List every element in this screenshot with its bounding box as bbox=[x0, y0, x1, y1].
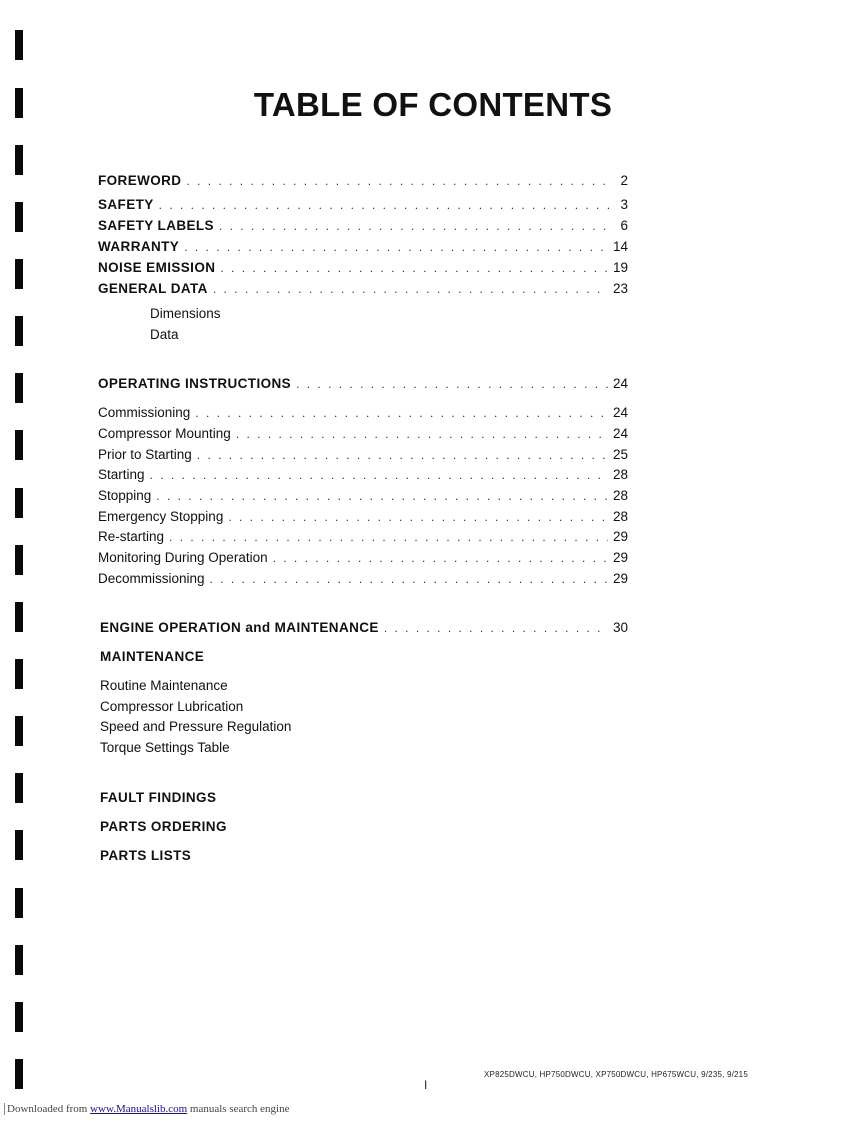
toc-entry-prior-to-starting[interactable] bbox=[98, 446, 628, 464]
toc-subitem-speed-pressure-regulation[interactable]: Speed and Pressure Regulation bbox=[100, 719, 292, 734]
dot-leader bbox=[184, 238, 608, 256]
toc-entry-safety-labels[interactable] bbox=[98, 217, 628, 235]
download-watermark bbox=[4, 1103, 289, 1115]
toc-entry-page: 28 bbox=[612, 467, 628, 482]
toc-entry-label: NOISE EMISSION bbox=[98, 260, 216, 275]
dot-leader bbox=[197, 446, 608, 464]
toc-entry-operating-instructions[interactable] bbox=[98, 375, 628, 393]
toc-entry-label: Decommissioning bbox=[98, 571, 205, 586]
toc-heading-parts-ordering[interactable]: PARTS ORDERING bbox=[100, 819, 227, 834]
toc-entry-re-starting[interactable] bbox=[98, 528, 628, 546]
toc-entry-page: 14 bbox=[612, 239, 628, 254]
toc-entry-page: 25 bbox=[612, 447, 628, 462]
toc-entry-label: WARRANTY bbox=[98, 239, 180, 254]
footer-page-number: I bbox=[424, 1078, 428, 1092]
dot-leader bbox=[228, 508, 608, 526]
toc-entry-page: 2 bbox=[620, 173, 628, 188]
binding-mark-5 bbox=[15, 259, 23, 289]
toc-entry-page: 19 bbox=[612, 260, 628, 275]
binding-mark-15 bbox=[15, 830, 23, 860]
binding-mark-19 bbox=[15, 1059, 23, 1089]
watermark-link[interactable]: www.Manualslib.com bbox=[90, 1103, 188, 1115]
toc-entry-label: FOREWORD bbox=[98, 173, 182, 188]
toc-entry-label: GENERAL DATA bbox=[98, 281, 208, 296]
toc-entry-label: Re-starting bbox=[98, 529, 165, 544]
toc-entry-page: 28 bbox=[612, 509, 628, 524]
toc-entry-stopping[interactable] bbox=[98, 487, 628, 505]
toc-heading-fault-findings[interactable]: FAULT FINDINGS bbox=[100, 790, 217, 805]
binding-mark-17 bbox=[15, 945, 23, 975]
footer-model-list: XP825DWCU, HP750DWCU, XP750DWCU, HP675WCU, 9/235, 9/215 bbox=[484, 1070, 748, 1079]
toc-entry-emergency-stopping[interactable] bbox=[98, 508, 628, 526]
dot-leader bbox=[213, 280, 608, 298]
dot-leader bbox=[210, 570, 608, 588]
toc-entry-safety[interactable] bbox=[98, 196, 628, 214]
toc-entry-page: 30 bbox=[612, 620, 628, 635]
dot-leader bbox=[150, 466, 608, 484]
dot-leader bbox=[236, 425, 608, 443]
binding-mark-9 bbox=[15, 488, 23, 518]
toc-entry-page: 24 bbox=[612, 405, 628, 420]
toc-entry-commissioning[interactable] bbox=[98, 404, 628, 422]
toc-subitem-routine-maintenance[interactable]: Routine Maintenance bbox=[100, 678, 228, 693]
binding-mark-6 bbox=[15, 316, 23, 346]
dot-leader bbox=[220, 259, 608, 277]
dot-leader bbox=[273, 549, 608, 567]
toc-heading-maintenance[interactable]: MAINTENANCE bbox=[100, 649, 205, 664]
binding-mark-1 bbox=[15, 30, 23, 60]
toc-entry-label: ENGINE OPERATION and MAINTENANCE bbox=[100, 620, 379, 635]
toc-entry-starting[interactable] bbox=[98, 466, 628, 484]
toc-entry-warranty[interactable] bbox=[98, 238, 628, 256]
toc-entry-page: 6 bbox=[620, 218, 628, 233]
binding-mark-7 bbox=[15, 373, 23, 403]
toc-entry-label: Emergency Stopping bbox=[98, 509, 224, 524]
toc-heading-parts-lists[interactable]: PARTS LISTS bbox=[100, 848, 192, 863]
toc-entry-label: OPERATING INSTRUCTIONS bbox=[98, 376, 292, 391]
toc-entry-page: 24 bbox=[612, 426, 628, 441]
toc-entry-label: Commissioning bbox=[98, 405, 191, 420]
toc-entry-compressor-mounting[interactable] bbox=[98, 425, 628, 443]
toc-subitem-torque-settings-table[interactable]: Torque Settings Table bbox=[100, 740, 230, 755]
binding-mark-10 bbox=[15, 545, 23, 575]
toc-entry-foreword[interactable] bbox=[98, 172, 628, 190]
toc-entry-label: SAFETY bbox=[98, 197, 154, 212]
binding-mark-4 bbox=[15, 202, 23, 232]
watermark-suffix: manuals search engine bbox=[189, 1103, 290, 1115]
toc-entry-noise-emission[interactable] bbox=[98, 259, 628, 277]
toc-entry-label: Starting bbox=[98, 467, 145, 482]
toc-entry-page: 3 bbox=[620, 197, 628, 212]
dot-leader bbox=[195, 404, 608, 422]
binding-mark-13 bbox=[15, 716, 23, 746]
toc-entry-label: Monitoring During Operation bbox=[98, 550, 268, 565]
dot-leader bbox=[156, 487, 608, 505]
toc-subitem-data[interactable]: Data bbox=[150, 327, 179, 342]
toc-entry-label: Stopping bbox=[98, 488, 152, 503]
toc-entry-page: 29 bbox=[612, 550, 628, 565]
toc-subitem-compressor-lubrication[interactable]: Compressor Lubrication bbox=[100, 699, 244, 714]
toc-entry-engine-operation[interactable] bbox=[100, 619, 628, 637]
binding-mark-14 bbox=[15, 773, 23, 803]
toc-entry-page: 23 bbox=[612, 281, 628, 296]
dot-leader bbox=[186, 172, 611, 190]
toc-entry-label: Prior to Starting bbox=[98, 447, 192, 462]
toc-entry-label: SAFETY LABELS bbox=[98, 218, 214, 233]
binding-mark-12 bbox=[15, 659, 23, 689]
toc-entry-decommissioning[interactable] bbox=[98, 570, 628, 588]
dot-leader bbox=[384, 619, 608, 637]
toc-entry-monitoring-during-operation[interactable] bbox=[98, 549, 628, 567]
toc-entry-page: 29 bbox=[612, 571, 628, 586]
dot-leader bbox=[159, 196, 611, 214]
page-title: TABLE OF CONTENTS bbox=[253, 86, 613, 123]
toc-entry-general-data[interactable] bbox=[98, 280, 628, 298]
binding-mark-11 bbox=[15, 602, 23, 632]
watermark-prefix: Downloaded from bbox=[7, 1103, 88, 1115]
dot-leader bbox=[169, 528, 608, 546]
toc-entry-label: Compressor Mounting bbox=[98, 426, 231, 441]
toc-subitem-dimensions[interactable]: Dimensions bbox=[150, 306, 221, 321]
binding-mark-16 bbox=[15, 888, 23, 918]
binding-mark-3 bbox=[15, 145, 23, 175]
toc-entry-page: 29 bbox=[612, 529, 628, 544]
dot-leader bbox=[296, 375, 608, 393]
dot-leader bbox=[219, 217, 611, 235]
toc-entry-page: 28 bbox=[612, 488, 628, 503]
binding-mark-18 bbox=[15, 1002, 23, 1032]
toc-entry-page: 24 bbox=[612, 376, 628, 391]
binding-mark-8 bbox=[15, 430, 23, 460]
